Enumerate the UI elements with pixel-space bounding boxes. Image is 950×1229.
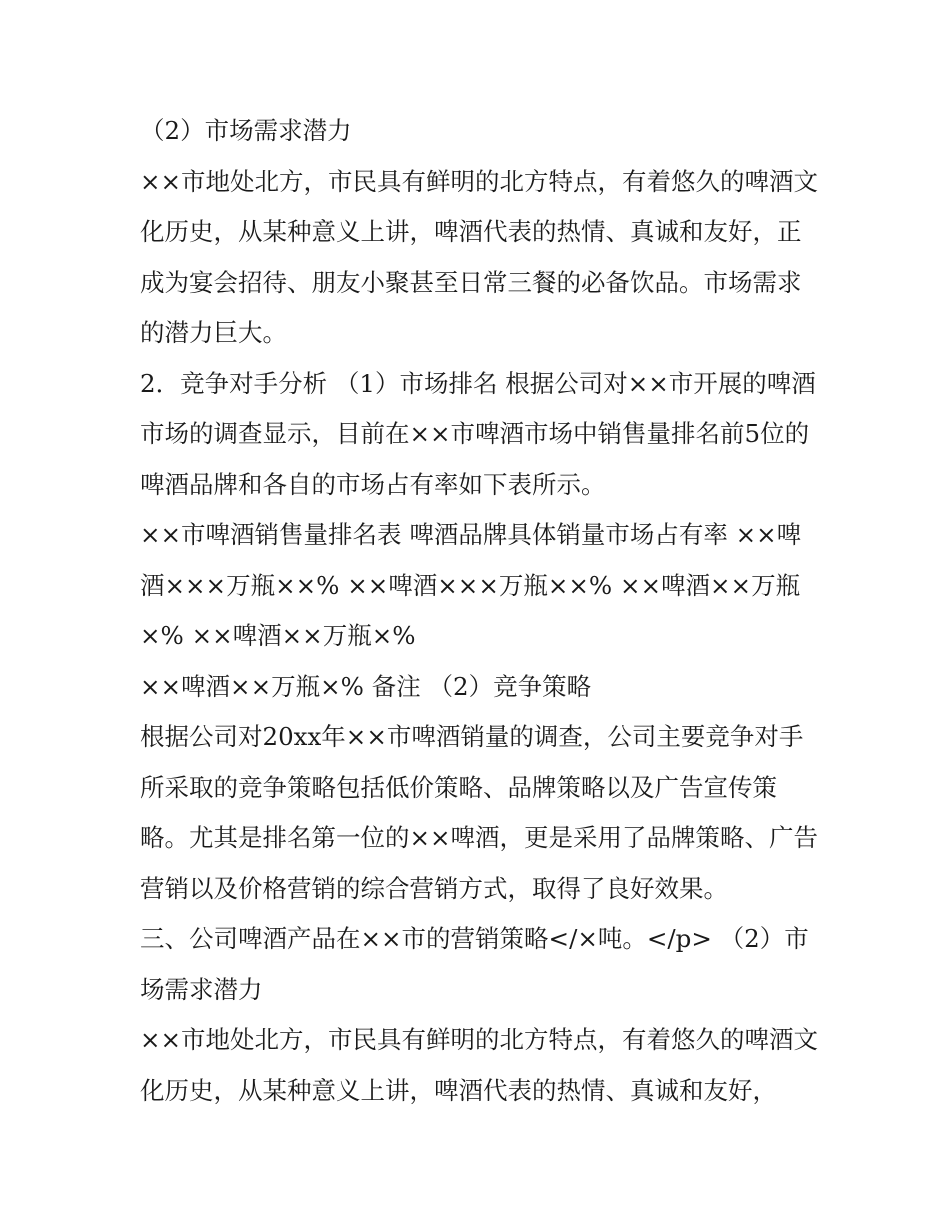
paragraph-marketing-strategy-heading: 三、公司啤酒产品在××市的营销策略</×吨。</p> （2）市场需求潜力 — [140, 924, 809, 1004]
document-body — [140, 106, 820, 1116]
paragraph-sales-ranking-table: ××市啤酒销售量排名表 啤酒品牌具体销量市场占有率 ××啤酒×××万瓶××% ××啤酒×××万瓶××% ××啤酒××万瓶×% ××啤酒××万瓶×% — [140, 520, 802, 650]
paragraph-market-demand-text: ××市地处北方，市民具有鲜明的北方特点，有着悠久的啤酒文化历史，从某种意义上讲，啤酒代表的热情、真诚和友好，正成为宴会招待、朋友小聚甚至日常三餐的必备饮品。市场需求的潜力巨大。 — [140, 166, 819, 347]
paragraph-competitive-strategy: 根据公司对20xx年××市啤酒销量的调查，公司主要竞争对手所采取的竞争策略包括低价策略、品牌策略以及广告宣传策略。尤其是排名第一位的××啤酒，更是采用了品牌策略、广告营销以及价格营销的综合营销方式，取得了良好效果。 — [140, 722, 819, 903]
paragraph-market-demand-text-repeat: ××市地处北方，市民具有鲜明的北方特点，有着悠久的啤酒文化历史，从某种意义上讲，啤酒代表的热情、真诚和友好， — [140, 1025, 819, 1105]
paragraph-market-demand-heading: （2）市场需求潜力 — [140, 116, 352, 145]
paragraph-ranking-note: ××啤酒××万瓶×% 备注 （2）竞争策略 — [140, 671, 592, 701]
paragraph-competitor-analysis: 2．竞争对手分析 （1）市场排名 根据公司对××市开展的啤酒市场的调查显示，目前在××市啤酒市场中销售量排名前5位的啤酒品牌和各自的市场占有率如下表所示。 — [140, 368, 816, 499]
